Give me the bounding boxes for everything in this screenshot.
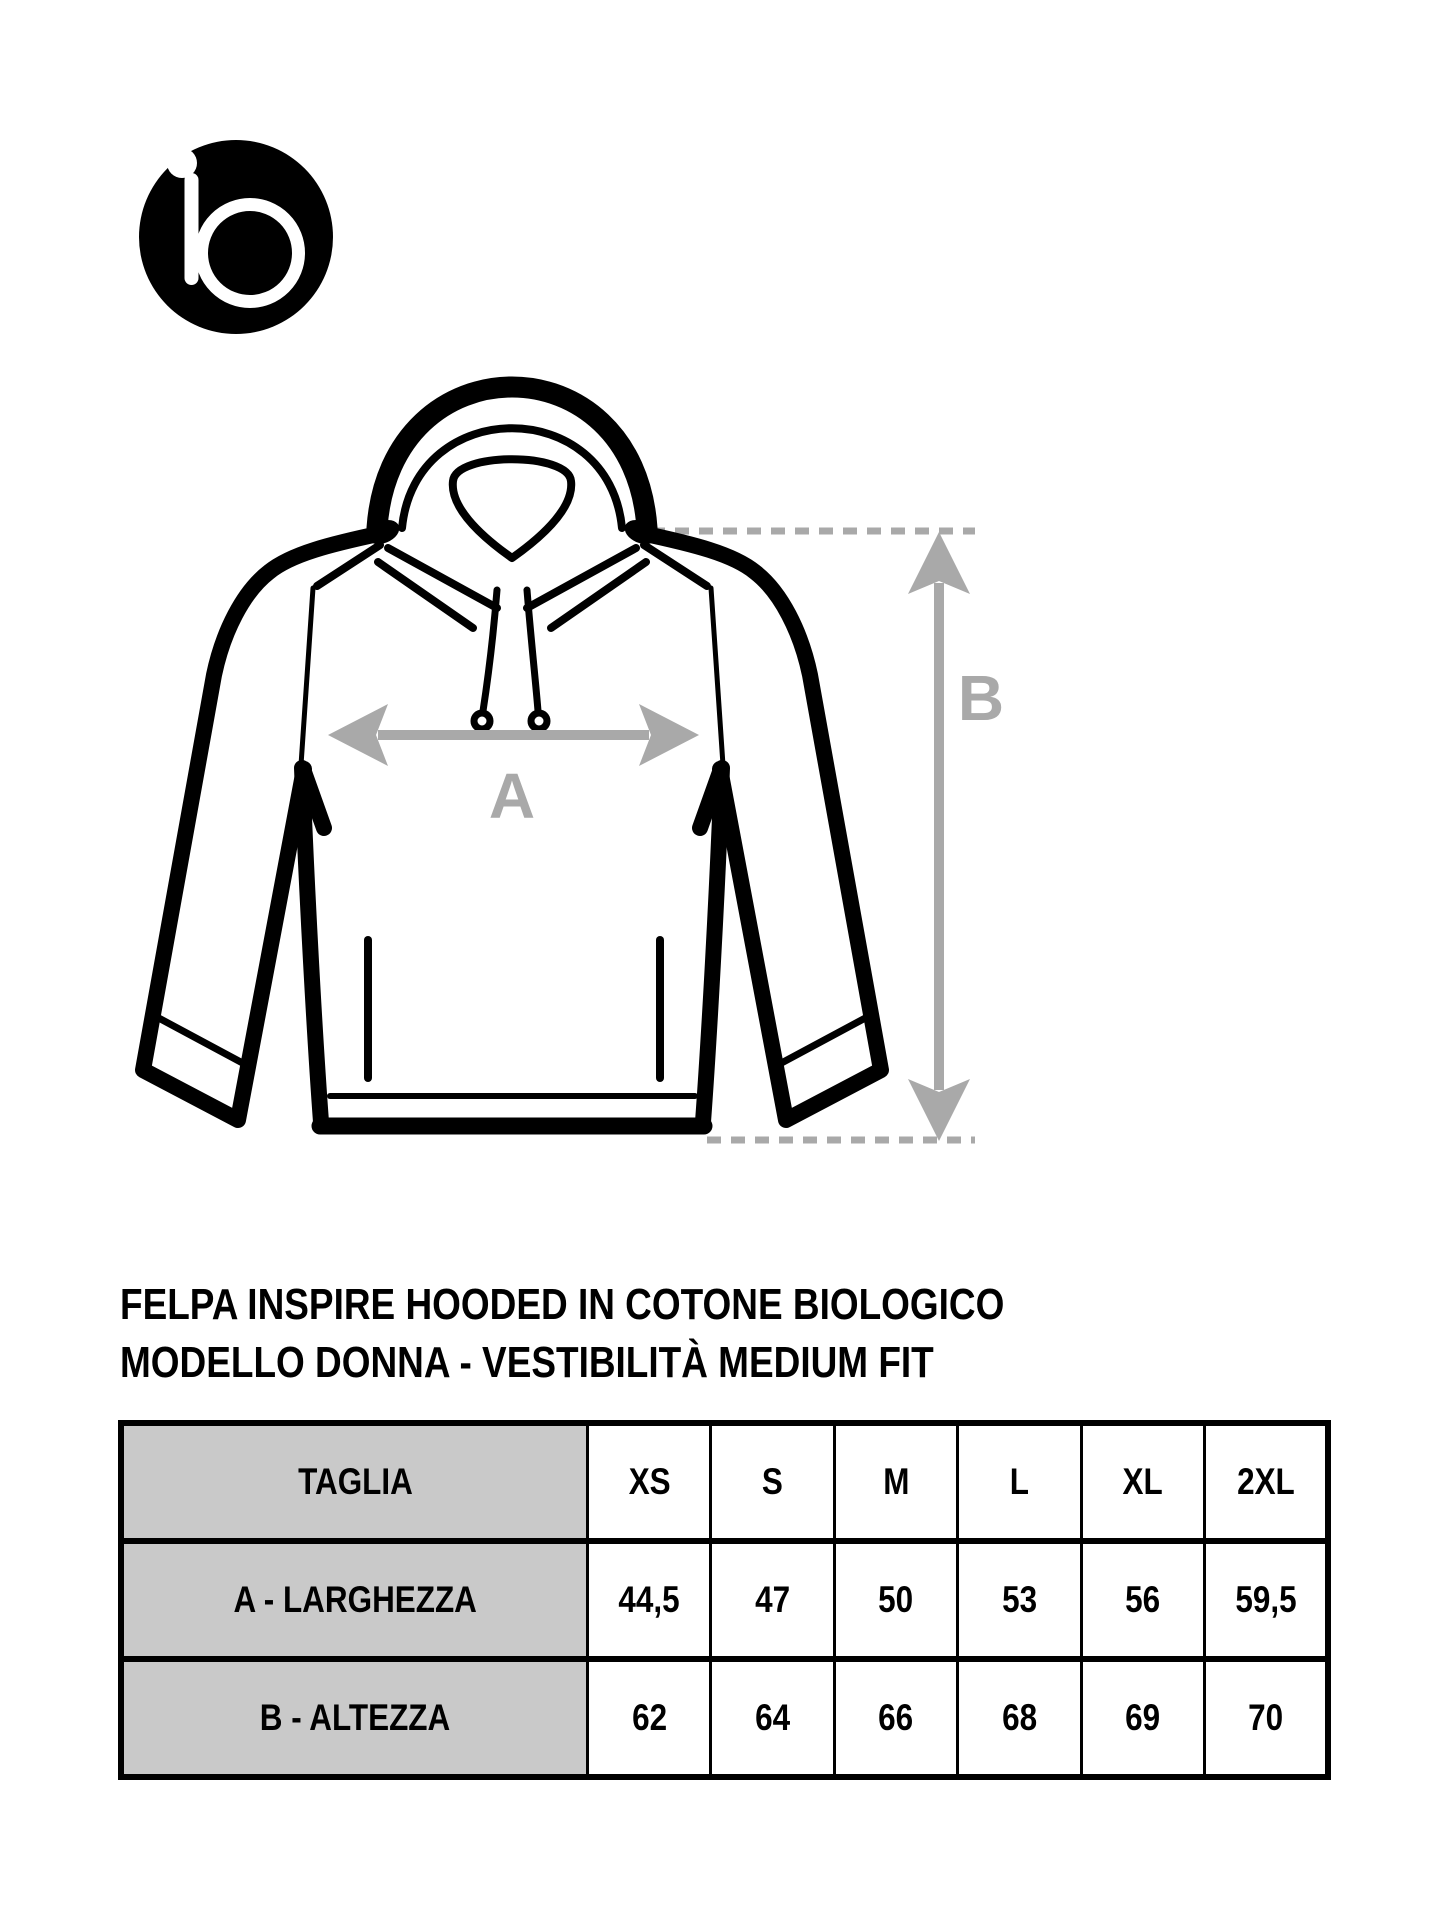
size-table-header-row (121, 1423, 1328, 1541)
neck-opening (453, 459, 571, 558)
table-cell (1081, 1541, 1204, 1659)
height-arrow-shaft (934, 583, 944, 1090)
row-label: B - ALTEZZA (259, 1697, 451, 1738)
right-cuff-band (774, 1016, 869, 1067)
cell-value: 70 (1248, 1697, 1284, 1738)
left-cuff-band (155, 1016, 250, 1067)
size-col-s (711, 1423, 834, 1541)
measurement-label-a: A (488, 760, 536, 832)
cell-value: 66 (878, 1697, 914, 1738)
measurement-label-b: B (957, 662, 1005, 734)
table-cell (1205, 1659, 1328, 1777)
row-label: A - LARGHEZZA (233, 1579, 477, 1620)
cell-value: 56 (1125, 1579, 1161, 1620)
height-arrow-B (908, 532, 970, 1141)
size-table-header-label: TAGLIA (297, 1461, 413, 1502)
brand-logo (120, 120, 350, 350)
product-title-line2: MODELLO DONNA - VESTIBILITÀ MEDIUM FIT (120, 1338, 934, 1387)
hoodie-measurement-diagram (95, 340, 1015, 1190)
size-col-m (834, 1423, 957, 1541)
table-cell (1081, 1659, 1204, 1777)
table-cell (588, 1541, 711, 1659)
size-table-corner-cell (121, 1423, 588, 1541)
row-label-altezza (121, 1659, 588, 1777)
size-label: XS (628, 1461, 671, 1502)
size-label: S (762, 1461, 784, 1502)
table-cell (588, 1659, 711, 1777)
cell-value: 68 (1001, 1697, 1037, 1738)
size-col-l (958, 1423, 1081, 1541)
width-arrow-A (328, 704, 699, 766)
right-armhole-seam (711, 588, 723, 765)
cell-value: 50 (878, 1579, 914, 1620)
cell-value: 44,5 (618, 1579, 680, 1620)
width-measurements-row (121, 1541, 1328, 1659)
row-label-larghezza (121, 1541, 588, 1659)
cell-value: 59,5 (1234, 1579, 1297, 1620)
table-cell (958, 1541, 1081, 1659)
cell-value: 64 (755, 1697, 791, 1738)
width-arrow-shaft (378, 730, 649, 740)
table-cell (711, 1659, 834, 1777)
table-cell (834, 1659, 957, 1777)
table-cell (711, 1541, 834, 1659)
circle-b-icon (139, 140, 333, 334)
size-label: XL (1122, 1461, 1163, 1502)
table-cell (1205, 1541, 1328, 1659)
cell-value: 47 (755, 1579, 791, 1620)
cell-value: 69 (1125, 1697, 1161, 1738)
cell-value: 62 (631, 1697, 667, 1738)
table-cell (834, 1541, 957, 1659)
size-label: 2XL (1236, 1461, 1295, 1502)
cell-value: 53 (1001, 1579, 1037, 1620)
size-label: L (1009, 1461, 1030, 1502)
size-col-2xl (1205, 1423, 1328, 1541)
size-label: M (882, 1461, 910, 1502)
product-title (120, 1276, 1173, 1392)
table-cell (958, 1659, 1081, 1777)
size-table (118, 1420, 1331, 1780)
hoodie-outline-drawing (143, 387, 881, 1126)
height-measurements-row (121, 1659, 1328, 1777)
size-col-xs (588, 1423, 711, 1541)
size-col-xl (1081, 1423, 1204, 1541)
product-title-line1: FELPA INSPIRE HOODED IN COTONE BIOLOGICO (120, 1280, 1005, 1329)
drawstrings (474, 590, 547, 729)
left-armhole-seam (301, 588, 313, 765)
